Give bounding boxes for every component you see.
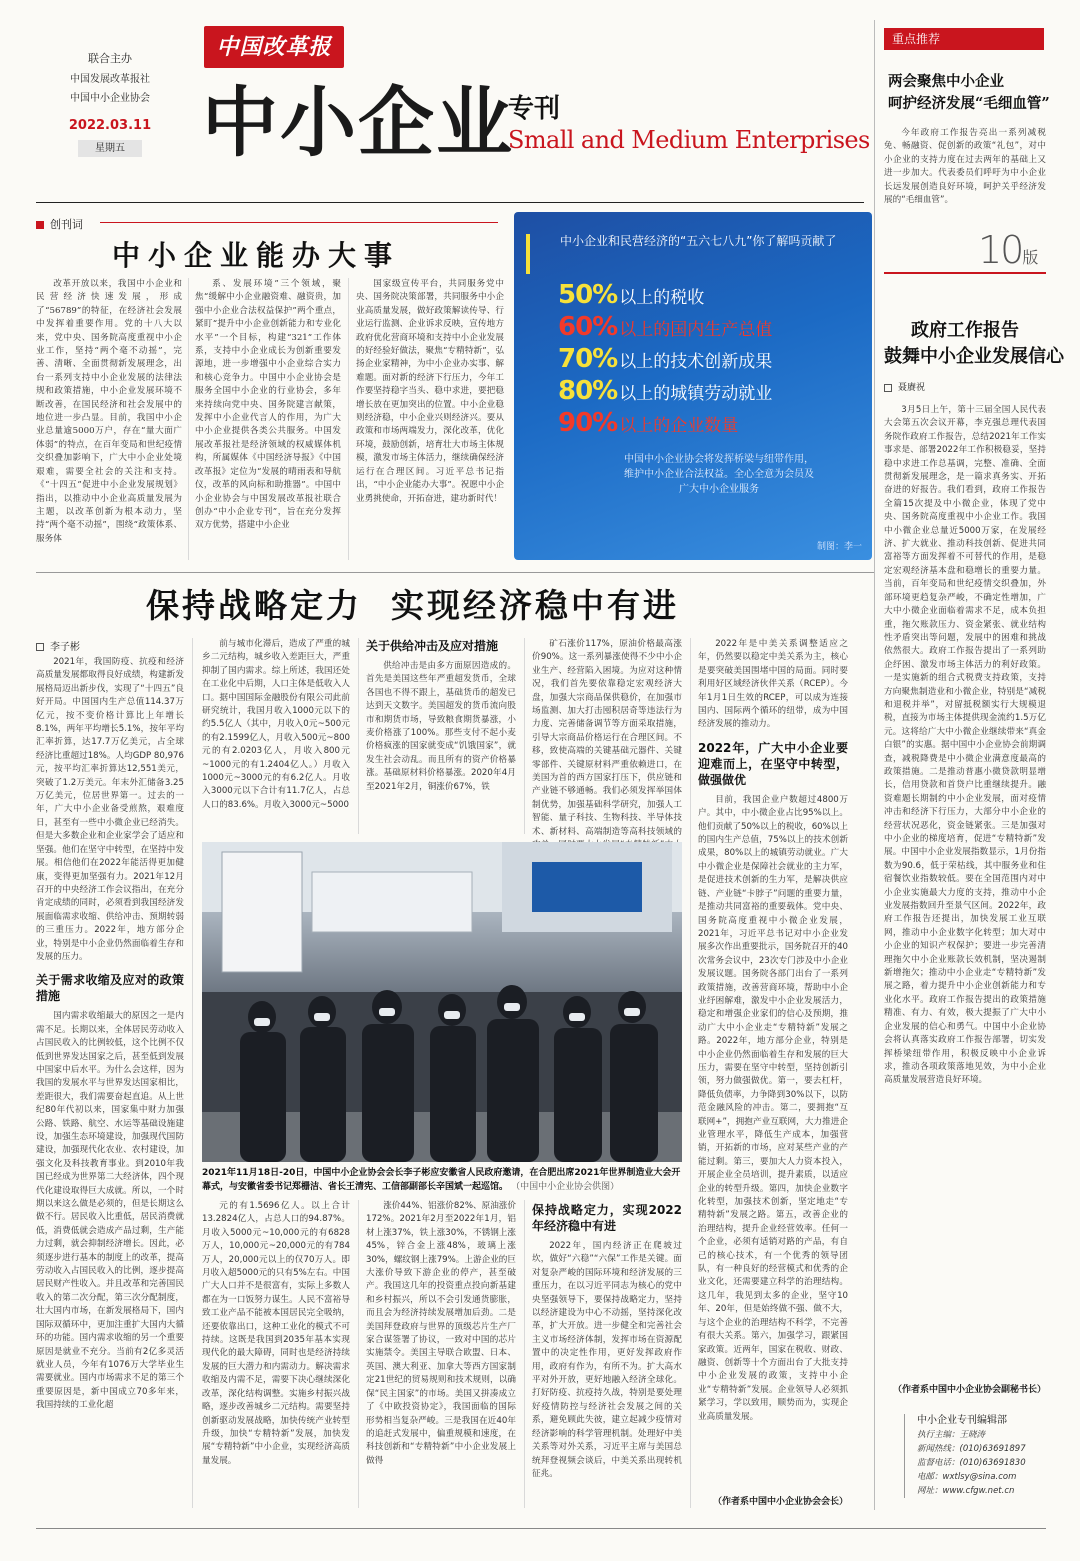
editorial-section-label: 创刊词 bbox=[50, 218, 83, 231]
editorial-rule bbox=[100, 222, 498, 223]
main-subhead-supply: 关于供给冲击及应对措施 bbox=[366, 639, 499, 653]
main-column-4: 矿石涨价117%，原油价格最高涨价90%。这一系列暴涨使得不少中小企业生产、经营陷入困境。为应对这种情况，我们首先要依靠稳定宏观经济大盘，加强大宗商品保供稳价，在加强市场监测、加大打击囤积居奇等违法行为力度、完善储备调节等方面采取措施，引导大宗商品价格运行在合理区间。不移，致使高端的关键基础元器件、关键零部件、关键原材料严重依赖进口，在美国为首的西方国家打压下，供应链和产业链不够通畅。我们必须发挥举国体制优势，加强基础科学研究，加强人工智能、量子科技、生物科技、半导体技术、新材料、高端制造等高科技领域的 bbox=[532, 639, 682, 837]
page-number bbox=[978, 228, 1038, 272]
sidebar-article-body: 3月5日上午，第十三届全国人民代表大会第五次会议开幕，李克强总理代表国务院作政府工作报告，总结2021年工作实事求是、部署2022年工作积极稳妥，坚持稳中求进工作总基调，完整、准确、全面贯彻新发展理念，是一篇求真务实、开拓奋进的好报告。我们看到，政府工作报告全篇15次提及中小微企业，体现了党中央、国务院高度重视中小企业工作。我国中小微企业总量近5000万家，在发展经济、扩大就业、推动科技创新、促进共同富裕等方面发挥着不可替代的作用，是稳定宏观经济基本盘和稳增长的重要力量。当前，百年变局和世纪疫情交织叠加，外部环境更趋复杂严峻，不确定性增加，广大中小微企业面临着需求不足，成本负担重，拖欠账款压力、资金紧张、就业结构性矛盾突出等问题，发展中的困难和挑战依然很大。政府工作报告提出了一系列助企纾困、激发市场主体活力的利好政策。一是实施新的组合式税费支持政策，支持方向聚焦制造业和小微企业，特别是“减税和退税并举”，对留抵税额实行大规模退税，直接为市场主体提供现金流约1.5万亿元。这将给广大中小微企业继续带来“真金白银”的实惠。据中国中小企业协会前期调查，减税降费是中小微企业满意度最高的政策措施。二是推动普惠小微贷款明显增长，信用贷款和首贷户比重继续提升。融资难题长期制约中小企业发展，面对疫情冲击和经济下行压力，大部分中小企业的经营状况恶化，资金链紧张。三是加强对中小企业的梯度培育，促进“专精特新”发展。中国中小企业发展指数显示，1月份指数为90.6，低于荣枯线，其中服务业和住宿餐饮业指数较低。要在全国范围内对中小企业实施最大力度的支持，推动中小企业发展指数回升至景气区间。2022年，政府工作报告还提出，加快发展工业互联网，推动中小企业数字化转型；加大对中小企业的知识产权保护；要进一步完善清理拖欠中小企业账款长效机制，坚决遏制新增拖欠；推动中小企业走“专精特新”发展之路，着力提升中小企业创新能力和专业化水平。政府工作报告提出的政策措施精准、有力、有效，极大提振了广大中小企业发展的信心和勇气。中国中小企业协会将认真落实政府工作报告部署，切实发挥桥梁纽带作用，积极反映中小企业诉求，推动各项政策落地见效，为中小企业高质量发展营造良好环境。 bbox=[884, 405, 1046, 1086]
main-bottom-column-3 bbox=[532, 1198, 682, 1508]
stat-number-employment: 80% bbox=[558, 376, 618, 406]
event-photo bbox=[202, 842, 682, 1162]
stat-label-innovation: 以上的技术创新成果 bbox=[619, 352, 773, 372]
main-column-5 bbox=[698, 638, 848, 1490]
infographic-stats bbox=[558, 280, 868, 440]
editorial-headline: 中小企业能办大事 bbox=[112, 239, 401, 272]
organizer-2: 中国中小企业协会 bbox=[70, 93, 150, 104]
editorial-office-line-2: 新闻热线：(010)63691897 bbox=[917, 1444, 1026, 1454]
newspaper-logo bbox=[204, 26, 344, 68]
main-col3-body: 供给冲击是由多方面原因造成的。首先是美国这些年严重超发货币，全球各国也不得不跟上，基础货币的超发已达到天文数字。美国超发的货币流向股市和期货市场，导致粮食期货暴涨，小麦价格涨了100%。那些支付不起小麦价格疯涨的国家就变成“饥饿国家”，就发生社会动乱。而且所有的资产价格暴涨。基础原材料价格暴涨。2020年4月至2021年2月，铜涨价67%，铁 bbox=[366, 661, 516, 792]
main-col1-rest: 国内需求收缩最大的原因之一是内需不足。长期以来，全体居民劳动收入占国民收入的比例较低，这个比例不仅低到世界发达国家之后，甚至低到发展中国家中后水平。为什么会这样，因为我国的发展水平与世界发达国家相比，差距很大，我们需要奋起直追。从上世纪80年代初以来，国家集中财力加强公路、铁路、航空、水运等基础设施建设，加强生态环境建设，加强现代国防建设，加强现代化农业、农村建设，加强文化及科技教育事业。到2010年我国已经成为世界第二大经济体，四个现代化建设取得巨大成就。所以，一个时期以来这么做是必须的，但是长期这么做不行。居民收入比重低，居民消费就低，消费低就会造成产品过剩，生产能力过剩，就会抑制经济增长。因此，必须逐步进行基本的制度上的改革，提高劳动收入占国民收入的比例，逐步提高居民财产性收入。并且改革和完善国民收入的第二次分配，第三次分配制度，壮大国内市场，在新发展格局下，国内国际双循环中，更加注重扩大国内大循环的功能。国内需求收缩的另一个重要原因是就业不充分。当前有2亿多灵活就业人员，今年有1076万大学毕业生需要就业。国内市场需求不足的第三个重要原因是，新中国成立70多年来，我国持续的工业化超 bbox=[36, 1011, 184, 1411]
masthead bbox=[0, 0, 880, 200]
stat-row-gdp bbox=[558, 312, 868, 344]
main-subhead-demand: 关于需求收缩及应对的政策措施 bbox=[36, 973, 184, 1004]
masthead-divider bbox=[36, 202, 864, 203]
issue-weekday: 星期五 bbox=[78, 140, 142, 157]
main-bottom-column-1: 元的有1.5696亿人。以上合计13.2824亿人，占总人口的94.87%。月收入5000元~10,000元的有6828万人，10,000元~20,000元的有784万人，20,000元以上的仅70万人。即月收入超5000元的只有5%左右。中国广大人口并不是很富有，实际上多数人都在为一口饭努力谋生。人民不富裕导致工业产品不能被本国居民完全吸纳，还要依靠出口，这种工业化的模式不可持续。这既是我国到2035年基本实现现代化的最大障碍，同时也是经济持续发展的巨大潜力和内需动力。解决需求收缩及内需不足，需要下决心继续深化改革，深化结构调整。实施乡村振兴战略，逐步改善城乡二元结构。需要坚持创新驱动发展战略，加快传统产业转型升级，加快“专精特新”发展，加快发展“专精特新”中小企业，实现经济高质量发展。 bbox=[202, 1201, 350, 1466]
main-col5-intro: 2022年是中美关系调整适应之年，仍然要以稳定中美关系为主，核心是要突破美国围堵中国的局面。同时要利用好区域经济伙伴关系（RCEP）。今年1月1日生效的RCEP，可以成为连接国内、国际两个循环的纽带，成为中国经济发展的推动力。 bbox=[698, 639, 848, 730]
infographic-footer bbox=[574, 452, 864, 497]
main-author bbox=[36, 638, 80, 653]
editorial-section-tag bbox=[36, 216, 83, 232]
sidebar-author-name: 聂賡祝 bbox=[898, 383, 926, 393]
stat-row-employment bbox=[558, 376, 868, 408]
main-headline: 保持战略定力 实现经济稳中有进 bbox=[146, 586, 679, 625]
editorial-col-divider-2 bbox=[348, 278, 349, 560]
english-title: Small and Medium Enterprises bbox=[508, 126, 870, 154]
stat-label-enterprises: 以上的企业数量 bbox=[619, 416, 739, 436]
editorial-column-3: 国家级宣传平台，共同服务党中央、国务院决策部署，共同服务中小企业高质量发展，做好政策解读传导、行业运行监测、企业诉求反映，宣传地方政府优化营商环境和支持中小企业发展的好经验好做法，聚焦“专精特新”，弘扬企业家精神，为中小企业办实事、解难题。面对新的经济下行压力，今年工作要坚持稳字当头、稳中求进，要把稳增长放在更加突出的位置。中小企业稳则经济稳，中小企业兴则经济兴。要从政策和市场两端发力，深化改革，优化环境，鼓励创新，培育壮大市场主体规模，激发市场主体活力，继续确保经济运行在合理区间。习近平总书记指出，“中小企业能办大事”。祝愿中小企业勇挑使命，开拓奋进，建功新时代！ bbox=[356, 279, 504, 504]
editorial-office-box bbox=[904, 1414, 1046, 1498]
main-col-divider-1 bbox=[192, 638, 193, 1508]
newspaper-logo-text: 中国改革报 bbox=[216, 34, 332, 60]
infographic-title: 中小企业和民营经济的“五六七八九”你了解吗贡献了 bbox=[560, 234, 837, 248]
main-column-3 bbox=[366, 636, 516, 834]
stat-number-enterprises: 90% bbox=[558, 408, 618, 438]
special-label: 专刊 bbox=[508, 94, 561, 124]
featured-headline-1[interactable]: 两会聚焦中小企业 bbox=[888, 73, 1004, 90]
main-col-divider-2 bbox=[358, 638, 359, 834]
main-col5-rest: 目前，我国企业户数超过4800万户。其中，中小微企业占比95%以上。他们贡献了50%以上的税收，60%以上的国内生产总值，75%以上的技术创新成果，80%以上的城镇劳动就业。广大中小微企业是保障社会就业的主力军，是促进技术创新的生力军，是解决供应链、产业链“卡脖子”问题的重要力量，是推动共同富裕的重要载体。党中央、国务院高度重视中小微企业发展，2021年，习近平总书记对中小企业发展多次作出重要批示，国务院召开的40次常务会议中，23次专门涉及中小企业发展议题。国务院各部门出台了一系列政策措施，改善营商环境，帮助中小企业纾困解难，激发中小企业发展活力，稳定和增强企业家们的信心及预期，推动广大中小企业走“专精特新”发展之路。2022年，地方部分企业，特别是中小企业仍然面临着生存和发展的巨大压力，需要在坚守中转型，坚持创新引领，努力做强做优。第一，要去杠杆，降低负债率，力争降到30%以下，以防范金融风险的冲击。第二，要拥抱“互联网+”，拥抱产业互联网，大力推进企业管理水平，降低生产成本，加强营销，开拓新的市场，应对某些产业的产能过剩。第三，要加大人力资本投入，开展企业全员培训，提升素质，以适应企业的转型升级。第四，加快企业数字化转型，加强技术创新，坚定地走“专精特新”发展之路。第五，改善企业的治理结构，提升企业经营效率。任何一个企业，必须有适销对路的产品，有自己的核心技术，有一个优秀的领导团队，有一种良好的经营模式和优秀的企业文化，还需要建立科学的治理结构。这几年，我见到太多的企业，坚守10年、20年，但是始终做不强、做不大，与这个企业的治理结构不科学，不完善有很大关系。第六，加强学习，跟紧国家政策。近两年，国家在税收、财政、融资、创新等十个方面出台了大批支持中小企业发展的政策，支持中小企业“专精特新”发展。企业领导人必须抓紧学习，学以致用，顺势而为，实现企业高质量发展。 bbox=[698, 794, 848, 1422]
editorial-col-divider-1 bbox=[188, 278, 189, 560]
issue-date: 2022.03.11 bbox=[68, 118, 152, 133]
editorial-office-line-4: 电邮：wxtlsy@sina.com bbox=[917, 1472, 1017, 1482]
featured-summary: 今年政府工作报告亮出一系列减税免、畅融资、促创新的政策“礼包”，对中小企业的支持力度在过去两年的基础上又进一步加大。代表委员们呼吁为中小企业长远发展创造良好环境，呵护关乎经济发展的“毛细血管”。 bbox=[884, 128, 1046, 206]
main-col-divider-4 bbox=[690, 638, 691, 1508]
infographic-footer-line-2: 维护中小企业合法权益。全心全意为会员及 bbox=[624, 469, 814, 480]
stat-row-enterprises bbox=[558, 408, 868, 440]
photo-caption-text: 2021年11月18日-20日，中国中小企业协会会长李子彬应安徽省人民政府邀请，在合肥出席2021年世界制造业大会开幕式，与安徽省委书记郑栅洁、省长王清宪、工信部副部长辛国斌一起巡馆。 bbox=[202, 1168, 681, 1192]
stat-label-tax: 以上的税收 bbox=[619, 288, 705, 308]
main-subhead-smes-2022: 2022年，广大中小企业要迎难而上，在坚守中转型，做强做优 bbox=[698, 740, 848, 787]
stat-label-gdp: 以上的国内生产总值 bbox=[619, 320, 773, 340]
sidebar-headline-1[interactable]: 政府工作报告 bbox=[911, 320, 1019, 341]
main-bottom-divider-1 bbox=[358, 1200, 359, 1508]
stat-row-innovation bbox=[558, 344, 868, 376]
editorial-column-2: 系、发展环境”三个领域，聚焦“缓解中小企业融资难、融资贵，加强中小企业合法权益保护”两个重点，紧盯“提升中小企业创新能力和专业化水平”一个目标，构建“321”工作体系，支持中小企业成长为创新重要发源地，进一步增强中小企业综合实力和核心竞争力。中国中小企业协会是服务全国中小企业的行业协会，多年来持续向党中央、国务院建言献策，发挥中小企业代言人的作用，为广大中小企业提供各类公共服务。中国发展改革报社是经济领域的权威媒体机构，所属媒体《中国经济导报》《中国改革报》定位为“发展的晴雨表和导航仪，改革的风向标和助推器”。中国中小企业协会与中国发展改革报社联合创办“中小企业专刊”，旨在充分发挥双方优势，搭建中小企业 bbox=[195, 279, 341, 531]
section-divider-main bbox=[36, 572, 874, 573]
infographic-footer-line-3: 广大中小企业服务 bbox=[679, 484, 759, 495]
editorial-office-line-3: 监督电话：(010)63691830 bbox=[917, 1458, 1026, 1468]
main-bottom-divider-2 bbox=[524, 1200, 525, 1508]
sidebar-author bbox=[884, 380, 925, 393]
page-bottom-rule bbox=[36, 1528, 1046, 1529]
main-col1-intro: 2021年，我国防疫、抗疫和经济高质量发展都取得良好成绩，构建新发展格局迈出新步伐，实现了“十四五”良好开局。中国国内生产总值114.37万亿元，按不变价格计算比上年增长8.1%，两年平均增长5.1%，按年平均汇率折算，达17.7万亿美元，占全球经济比重超过18%。人均GDP 80,976元，按平均汇率折算达12,551美元，突破了1.2万美元。年末外汇储备3.25万亿美元，位居世界第一。过去的一年，广大中小企业备受煎熬，艰难度日，甚至有一些中小微企业已经消失。但是大多数企业和企业家学会了适应和坚强。他们在坚守中转型，在坚持中发展。相信他们在2022年能活得更加健康，变得更加坚强有力。2021年12月召开的中央经济工作会议指出，在充分肯定成绩的同时，必须看到我国经济发展面临需求收缩、供给冲击、预期转弱的三重压力。2022年，地方部分企业，特别是中小企业仍然面临着生存和发展的压力。 bbox=[36, 657, 184, 962]
featured-section-bar bbox=[884, 28, 1044, 50]
stat-number-innovation: 70% bbox=[558, 344, 618, 374]
sidebar-byline: （作者系中国中小企业协会副秘书长） bbox=[892, 1385, 1046, 1395]
sidebar-vertical-divider bbox=[874, 20, 875, 1510]
main-col-divider-3 bbox=[524, 638, 525, 834]
main-author-name: 李子彬 bbox=[50, 642, 80, 653]
featured-headline-2[interactable]: 呵护经济发展“毛细血管” bbox=[888, 95, 1050, 112]
editorial-office-line-5: 网址：www.cfgw.net.cn bbox=[917, 1486, 1015, 1496]
main-column-1 bbox=[36, 656, 184, 1506]
main-byline: （作者系中国中小企业协会会长） bbox=[712, 1497, 848, 1507]
infographic-panel bbox=[514, 212, 872, 560]
editorial-office-line-1: 执行主编：王晓涛 bbox=[917, 1430, 986, 1440]
editorial-office-title: 中小企业专刊编辑部 bbox=[917, 1415, 1007, 1426]
main-subhead-stability: 保持战略定力，实现2022年经济稳中有进 bbox=[532, 1203, 682, 1233]
sidebar-headline-2[interactable]: 鼓舞中小企业发展信心 bbox=[884, 346, 1064, 367]
page-title: 中小企业 bbox=[202, 78, 514, 167]
page-number-suffix: 版 bbox=[1022, 248, 1039, 267]
stat-row-tax bbox=[558, 280, 868, 312]
featured-section-label: 重点推荐 bbox=[892, 32, 941, 46]
stat-number-gdp: 60% bbox=[558, 312, 618, 342]
photo-caption bbox=[202, 1166, 682, 1194]
main-bottom-col3-body: 2022年，国内经济正在爬坡过坎，做好“六稳”“六保”工作是关键。面对复杂严峻的国际环境和经济发展的三重压力，在以习近平同志为核心的党中央坚强领导下，要保持战略定力，坚持以经济建设为中心不动摇，坚持深化改革，扩大开放。进一步健全和完善社会主义市场经济体制，发挥市场在资源配置中的决定性作用，更好发挥政府作用，政府有作为，有所不为。扩大高水平对外开放，更好地融入经济全球化。打好防疫、抗疫持久战，特别是要处理好疫情防控与经济社会发展之间的关系，避免顾此失彼，建立起减少疫情对经济影响的科学管理机制。处理好中美关系等对外关系，习近平主席与美国总统拜登视频会谈后，中美关系出现转机征兆。 bbox=[532, 1241, 682, 1479]
main-column-2: 前与城市化滞后，造成了严重的城乡二元结构，城乡收入差距巨大，严重抑制了国内需求。综上所述，我国还处在工业化中后期，人口主体是低收入人口。据中国国际金融股份有限公司此前研究统计，我国月收入1000元以下的约5.5亿人（其中，月收入0元~500元的有2.1599亿人，月收入500元~800元的有2.0203亿人，月收入800元~1000元的有1.2404亿人。）月收入1000元~3000元的有6.2亿人。月收入3000元以下合计有11.7亿人，占总人口的83.6%。月收入3000元~5000 bbox=[202, 639, 350, 810]
editorial-column-1: 改革开放以来，我国中小企业和民营经济快速发展，形成了“56789”的特征，在经济社会发展中发挥着重要作用。党的十八大以来，党中央、国务院高度重视中小企业工作，坚持“两个毫不动摇”，完善、清晰、全面贯彻新发展理念，出台一系列支持中小企业发展的法律法规和政策措施，中小企业发展环境不断改善，在国民经济和社会发展中的地位进一步凸显。目前，我国中小企业总量逾5000万户，存在“量大面广体弱”的特点，在百年变局和世纪疫情交织叠加影响下，广大中小企业处境艰难，需要全社会的关注和支持。《“十四五”促进中小企业发展规划》指出，以推动中小企业高质量发展为主题，以改革创新为根本动力，坚持“两个毫不动摇”，围绕“政策体系、服务体 bbox=[36, 279, 182, 544]
photo-credit: （中国中小企业协会供图） bbox=[511, 1182, 620, 1192]
main-bottom-column-2: 涨价44%、铝涨价82%、原油涨价172%。2021年2月至2022年1月，铝材上涨37%，铁上涨30%，不锈钢上涨45%，锌合金上涨48%，玻璃上涨30%，螺纹钢上涨79%。上游企业的巨大涨价导致下游企业的停产，甚至破产。我国这几年的投资重点投向新基建和乡村振兴，所以不会引发通货膨胀，而且会为经济持续发展增加后劲。二是美国拜登政府与世界的顶级芯片生产厂家合谋签署了协议，一致对中国的芯片实施禁令。美国主导联合欧盟、日本、英国、澳大利亚、加拿大等西方国家制定21世纪的贸易规则和技术规则，以确保“民主国家”的市场。美国又拼凑成立了《中欧投资协定》，我国面临的国际形势相当复杂严峻。三是我国在近40年的追赶式发展中，偏重规模和速度，在科技创新和“专精特新”中小企业发展上做得 bbox=[366, 1201, 516, 1466]
page-number-value: 10 bbox=[978, 228, 1023, 272]
stat-label-employment: 以上的城镇劳动就业 bbox=[619, 384, 773, 404]
event-photo-illustration bbox=[202, 842, 682, 1162]
sidebar-divider-1 bbox=[884, 272, 1046, 274]
organizer-label: 联合主办 bbox=[88, 52, 132, 65]
infographic-credit: 制图：李一 bbox=[816, 542, 862, 552]
stat-number-tax: 50% bbox=[558, 280, 618, 310]
organizer-1: 中国发展改革报社 bbox=[70, 74, 150, 85]
infographic-accent bbox=[526, 234, 530, 274]
infographic-footer-line-1: 中国中小企业协会将发挥桥梁与纽带作用， bbox=[624, 454, 814, 465]
